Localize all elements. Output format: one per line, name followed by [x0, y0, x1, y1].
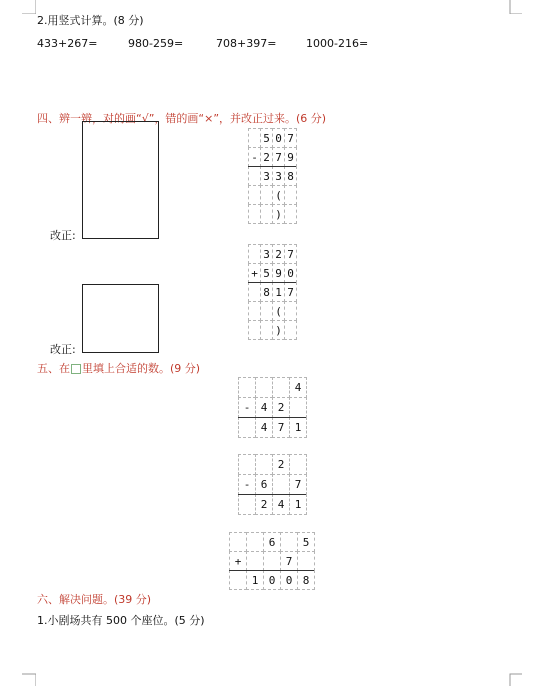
grid-cell: 2 — [255, 494, 273, 515]
grid-cell: - — [248, 147, 261, 167]
grid-cell: 4 — [255, 417, 273, 438]
grid-cell[interactable] — [238, 454, 256, 475]
grid-cell: + — [229, 551, 247, 571]
section-4-title: 四、辨一辨，对的画“√”，错的画“×”，并改正过来。(6 分) — [37, 112, 327, 125]
grid-cell[interactable] — [280, 532, 298, 552]
grid-cell[interactable] — [246, 551, 264, 571]
grid-cell: ) — [272, 320, 285, 340]
grid-cell: 7 — [284, 128, 297, 148]
grid-cell: ( — [272, 185, 285, 205]
problem-1: 433+267= — [37, 37, 98, 50]
correction-label-1: 改正: — [50, 229, 76, 242]
grid-cell: 3 — [272, 166, 285, 186]
section-6-title: 六、解决问题。(39 分) — [37, 593, 152, 606]
grid-cell: - — [238, 397, 256, 418]
grid-cell: 4 — [255, 397, 273, 418]
grid-cell[interactable] — [263, 551, 281, 571]
question-1: 1.小剧场共有 500 个座位。(5 分) — [37, 614, 205, 627]
grid-cell[interactable] — [272, 377, 290, 398]
grid-cell[interactable] — [238, 494, 256, 515]
grid-cell: 0 — [280, 570, 298, 590]
grid-cell: 3 — [260, 244, 273, 264]
grid-cell: 7 — [272, 417, 290, 438]
grid-cell: 7 — [284, 244, 297, 264]
grid-cell: 1 — [272, 282, 285, 302]
grid-cell: 7 — [289, 474, 307, 495]
sum-line — [248, 166, 296, 167]
grid-cell: + — [248, 263, 261, 283]
blank-square-icon — [71, 364, 81, 374]
grid-cell: ( — [272, 301, 285, 321]
grid-cell: 2 — [272, 397, 290, 418]
grid-cell: 6 — [263, 532, 281, 552]
correction-label-2: 改正: — [50, 343, 76, 356]
grid-cell: 2 — [260, 147, 273, 167]
grid-cell[interactable] — [289, 397, 307, 418]
sum-line — [238, 494, 306, 495]
corner-mark-bottom-right — [508, 672, 522, 686]
grid-cell: 1 — [246, 570, 264, 590]
corner-mark-top-left — [22, 0, 36, 14]
corner-mark-top-right — [508, 0, 522, 14]
grid-cell: 9 — [284, 147, 297, 167]
grid-cell: 1 — [289, 494, 307, 515]
section-2-title: 2.用竖式计算。(8 分) — [37, 14, 144, 27]
grid-cell[interactable] — [255, 454, 273, 475]
grid-cell[interactable] — [284, 320, 297, 340]
grid-cell[interactable] — [284, 204, 297, 224]
grid-cell[interactable] — [284, 301, 297, 321]
grid-cell: ) — [272, 204, 285, 224]
section-5-title-pre: 五、在 — [37, 362, 70, 375]
grid-cell[interactable] — [238, 377, 256, 398]
section-5-title-post: 里填上合适的数。(9 分) — [82, 362, 201, 375]
grid-cell: 2 — [272, 454, 290, 475]
grid-cell: 8 — [260, 282, 273, 302]
grid-cell: 4 — [272, 494, 290, 515]
grid-cell[interactable] — [229, 570, 247, 590]
grid-cell[interactable] — [238, 417, 256, 438]
answer-box-2[interactable] — [82, 284, 159, 353]
corner-mark-bottom-left — [22, 672, 36, 686]
problem-2: 980-259= — [128, 37, 184, 50]
grid-cell: 5 — [260, 128, 273, 148]
grid-cell: 9 — [272, 263, 285, 283]
grid-cell[interactable] — [284, 185, 297, 205]
grid-cell: 6 — [255, 474, 273, 495]
section-5-title — [37, 362, 200, 375]
grid-cell: 8 — [284, 166, 297, 186]
grid-cell: 7 — [272, 147, 285, 167]
sum-line — [229, 570, 314, 571]
grid-cell[interactable] — [246, 532, 264, 552]
grid-cell[interactable] — [229, 532, 247, 552]
grid-cell: 0 — [263, 570, 281, 590]
grid-cell[interactable] — [289, 454, 307, 475]
grid-cell: 2 — [272, 244, 285, 264]
grid-cell: 7 — [284, 282, 297, 302]
sum-line — [248, 282, 296, 283]
grid-cell: 1 — [289, 417, 307, 438]
problem-4: 1000-216= — [306, 37, 369, 50]
grid-cell: 4 — [289, 377, 307, 398]
grid-cell[interactable] — [272, 474, 290, 495]
problem-3: 708+397= — [216, 37, 277, 50]
grid-cell: 5 — [260, 263, 273, 283]
grid-cell[interactable] — [255, 377, 273, 398]
grid-cell: 7 — [280, 551, 298, 571]
grid-cell: 0 — [272, 128, 285, 148]
grid-cell: 0 — [284, 263, 297, 283]
answer-box-1[interactable] — [82, 121, 159, 239]
grid-cell: 3 — [260, 166, 273, 186]
sum-line — [238, 417, 306, 418]
grid-cell: 8 — [297, 570, 315, 590]
grid-cell[interactable] — [297, 551, 315, 571]
grid-cell: 5 — [297, 532, 315, 552]
grid-cell: - — [238, 474, 256, 495]
